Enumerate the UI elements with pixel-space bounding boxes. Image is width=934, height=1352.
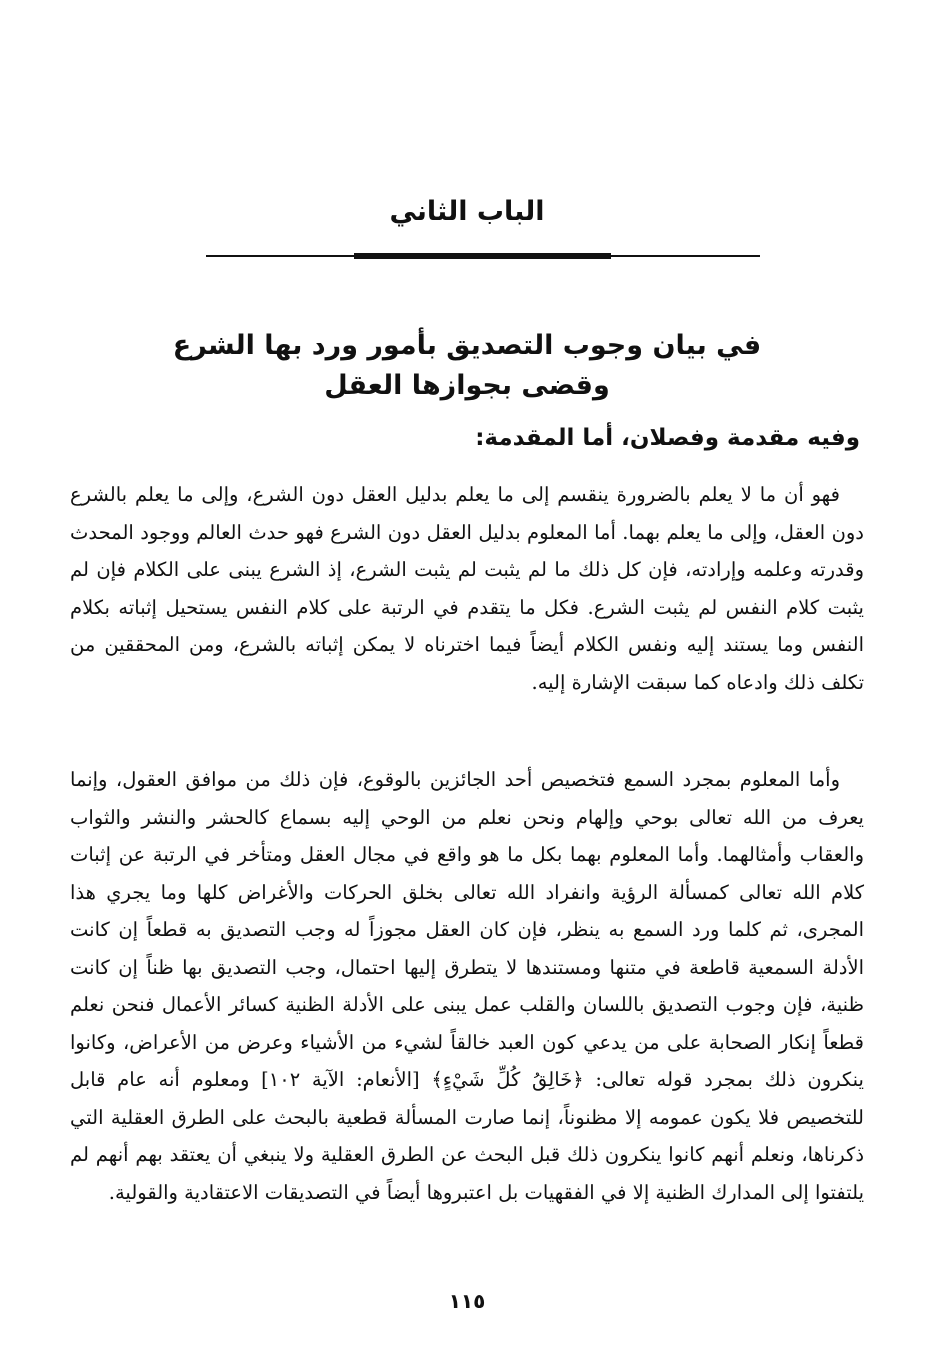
section-title-line2: وقضى بجوازها العقل xyxy=(324,370,610,401)
paragraph-2: وأما المعلوم بمجرد السمع فتخصيص أحد الجائزين بالوقوع، فإن ذلك من موافق العقول، وإنما يعرف من الله تعالى بوحي وإلهام ونحن نعلم من الوحي إليه بسماع كالحشر والنشر والثواب والعقاب وأمثالهما. وأما المعلوم بهما بكل ما هو واقع في مجال العقل ومتأخر في الرتبة عن إثبات كلام الله تعالى كمسألة الرؤية وانفراد الله تعالى بخلق الحركات والأغراض كلها وما يجري هذا المجرى، ثم كلما ورد السمع به ينظر، فإن كان العقل مجوزاً له وجب التصديق به قطعاً إن كانت الأدلة السمعية قاطعة في متنها ومستندها لا يتطرق إليها احتمال، وجب التصديق بها ظناً إن كانت ظنية، فإن وجوب التصديق باللسان والقلب عمل يبنى على الأدلة الظنية كسائر الأعمال فنحن نعلم قطعاً إنكار الصحابة على من يدعي كون العبد خالقاً لشيء من الأشياء وعرض من الأعراض، وكانوا ينكرون ذلك بمجرد قوله تعالى: ﴿خَالِقُ كُلِّ شَيْءٍ﴾ [الأنعام: الآية ١٠٢] ومعلوم أنه عام قابل للتخصيص فلا يكون عمومه إلا مظنوناً، إنما صارت المسألة قطعية بالبحث على الطرق العقلية التي ذكرناها، ونعلم أنهم كانوا ينكرون ذلك قبل البحث عن الطرق العقلية ولا ينبغي أن يعتقد بهم أنهم لم يلتفتوا إلى المدارك الظنية إلا في الفقهيات بل اعتبروها أيضاً في التصديقات الاعتقادية والقولية. xyxy=(70,768,864,1204)
page-number: ١١٥ xyxy=(448,1289,486,1313)
section-title-line1: في بيان وجوب التصديق بأمور ورد بها الشرع xyxy=(172,330,762,361)
title-divider-accent xyxy=(354,253,611,259)
section-title xyxy=(150,326,784,406)
intro-heading: وفيه مقدمة وفصلان، أما المقدمة: xyxy=(475,425,860,451)
chapter-title: الباب الثاني xyxy=(389,196,545,227)
paragraph-1: فهو أن ما لا يعلم بالضرورة ينقسم إلى ما يعلم بدليل العقل دون الشرع، وإلى ما يعلم بالشرع دون العقل، وإلى ما يعلم بهما. أما المعلوم بدليل العقل دون الشرع فهو حدث العالم ووجود المحدث وقدرته وعلمه وإرادته، فإن كل ذلك ما لم يثبت لم يثبت الشرع، إذ الشرع يبنى على الكلام فإن لم يثبت كلام النفس لم يثبت الشرع. فكل ما يتقدم في الرتبة على كلام النفس يستحيل إثباته بكلام النفس وما يستند إليه ونفس الكلام أيضاً فيما اخترناه لا يمكن إثباته بالشرع، ومن المحققين من تكلف ذلك وادعاه كما سبقت الإشارة إليه. xyxy=(70,483,864,694)
